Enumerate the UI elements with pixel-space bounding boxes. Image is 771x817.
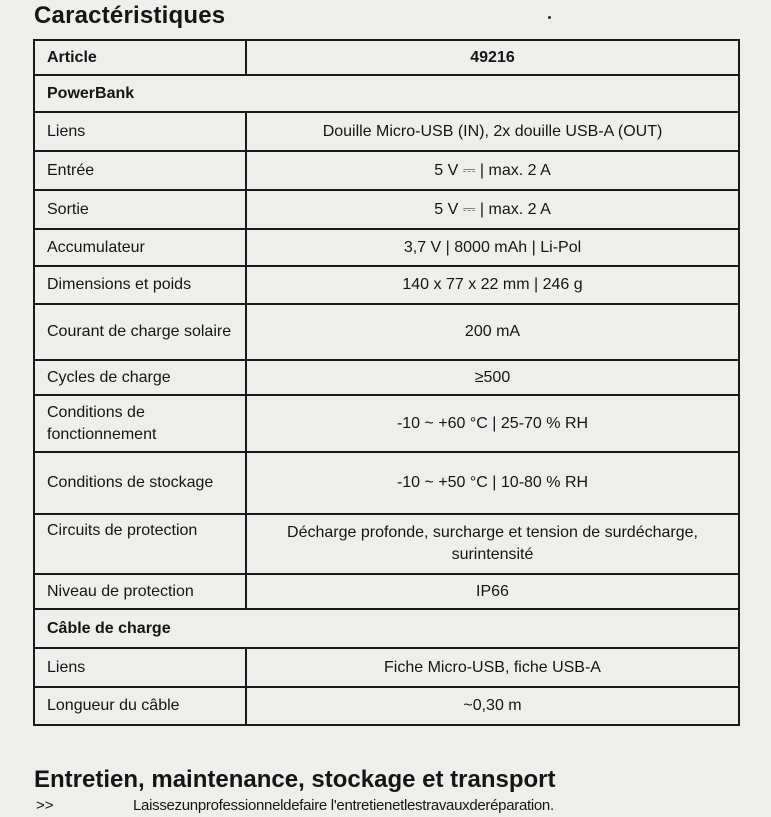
table-row [34, 452, 739, 514]
row-label: Sortie [34, 190, 246, 229]
table-row [34, 395, 739, 452]
row-label: Courant de charge solaire [34, 304, 246, 360]
table-row [34, 574, 739, 609]
maintenance-heading: Entretien, maintenance, stockage et transport [34, 766, 556, 793]
row-label: Longueur du câble [34, 687, 246, 725]
table-row [34, 687, 739, 725]
table-row [34, 266, 739, 304]
row-label: Cycles de charge [34, 360, 246, 395]
row-value: 5 V ⎓ | max. 2 A [246, 151, 739, 190]
row-value: 3,7 V | 8000 mAh | Li-Pol [246, 229, 739, 266]
row-value: 49216 [246, 40, 739, 75]
row-label: Dimensions et poids [34, 266, 246, 304]
table-row [34, 190, 739, 229]
bullet-marker: >> [36, 797, 54, 814]
table-section-row [34, 75, 739, 112]
specifications-table [33, 39, 740, 726]
row-label: Circuits de protection [34, 514, 246, 574]
row-value: Douille Micro-USB (IN), 2x douille USB-A (OUT) [246, 112, 739, 151]
table-row [34, 112, 739, 151]
table-row [34, 304, 739, 360]
row-value: 140 x 77 x 22 mm | 246 g [246, 266, 739, 304]
row-value: Fiche Micro-USB, fiche USB-A [246, 648, 739, 687]
row-value: ≥500 [246, 360, 739, 395]
table-section-row [34, 609, 739, 648]
row-value: 200 mA [246, 304, 739, 360]
row-label: Accumulateur [34, 229, 246, 266]
row-value: IP66 [246, 574, 739, 609]
table-row [34, 514, 739, 574]
maintenance-text: Laissezunprofessionneldefaire l'entretienetlestravauxderéparation. [133, 797, 554, 814]
section-title: Caractéristiques [34, 2, 226, 29]
table-row [34, 648, 739, 687]
row-value: 5 V ⎓ | max. 2 A [246, 190, 739, 229]
row-value: -10 ~ +50 °C | 10-80 % RH [246, 452, 739, 514]
row-label: Liens [34, 112, 246, 151]
row-value: -10 ~ +60 °C | 25-70 % RH [246, 395, 739, 452]
speck-mark [548, 16, 551, 19]
row-label: Conditions de stockage [34, 452, 246, 514]
table-row [34, 40, 739, 75]
table-row [34, 360, 739, 395]
row-value: ~0,30 m [246, 687, 739, 725]
row-label: Conditions de fonctionnement [34, 395, 246, 452]
row-label: Niveau de protection [34, 574, 246, 609]
row-label: Entrée [34, 151, 246, 190]
section-label: Câble de charge [34, 609, 739, 648]
row-value: Décharge profonde, surcharge et tension de surdécharge, surintensité [246, 514, 739, 574]
section-label: PowerBank [34, 75, 739, 112]
row-label: Liens [34, 648, 246, 687]
row-label: Article [34, 40, 246, 75]
table-row [34, 229, 739, 266]
table-row [34, 151, 739, 190]
